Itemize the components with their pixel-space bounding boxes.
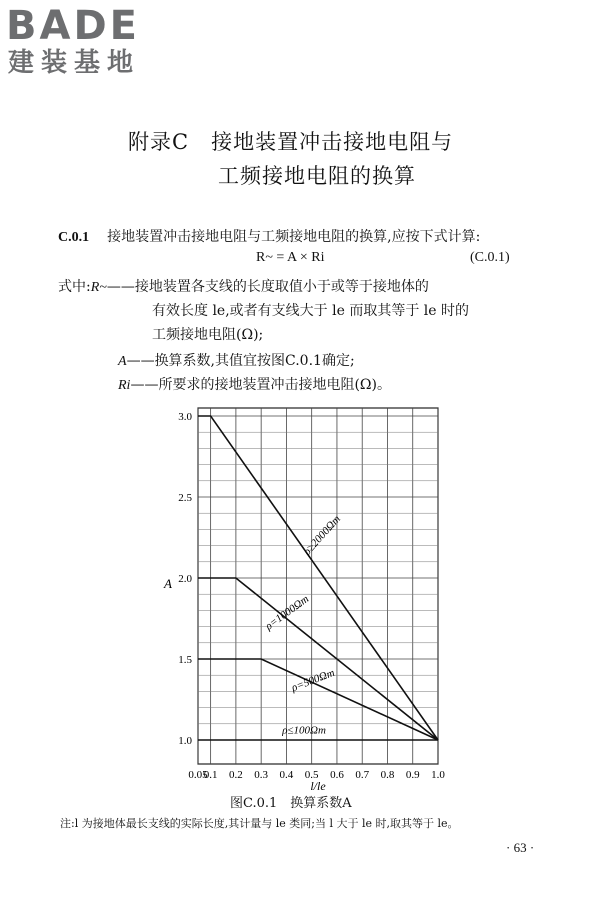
definition-r-line3: 工频接地电阻(Ω); — [152, 327, 264, 343]
x-tick-label: 0.5 — [304, 769, 319, 781]
section-text: 接地装置冲击接地电阻与工频接地电阻的换算,应按下式计算: — [107, 229, 481, 245]
x-tick-label: 0.1 — [203, 769, 218, 781]
series-label: ρ=500Ωm — [289, 666, 337, 695]
definition-r-line2: 有效长度 le,或者有支线大于 le 而取其等于 le 时的 — [152, 303, 469, 319]
x-tick-label: 0.05 — [188, 769, 208, 781]
x-tick-label: 0.9 — [405, 769, 420, 781]
symbol-ri: Ri — [118, 378, 131, 393]
series-label: ρ≤100Ωm — [282, 724, 326, 737]
x-tick-label: 0.8 — [380, 769, 395, 781]
formula-number: (C.0.1) — [470, 250, 510, 265]
y-tick-label: 2.5 — [178, 492, 192, 504]
series-label: ρ≥2000Ωm — [301, 513, 344, 558]
x-axis-label: l/le — [310, 779, 326, 793]
y-tick-label: 3.0 — [178, 411, 192, 423]
definition-ri-text: ——所要求的接地装置冲击接地电阻(Ω)。 — [130, 377, 391, 393]
definition-a-text: ——换算系数,其值宜按图C.0.1确定; — [126, 353, 355, 369]
x-tick-label: 0.6 — [330, 769, 344, 781]
section-number: C.0.1 — [58, 230, 90, 245]
logo-subtitle: 建装基地 — [8, 48, 141, 78]
y-tick-label: 1.0 — [178, 735, 192, 747]
y-tick-label: 1.5 — [178, 654, 192, 666]
formula: R~ = A × Ri — [256, 250, 325, 265]
definition-r-line1: ——接地装置各支线的长度取值小于或等于接地体的 — [106, 279, 429, 295]
x-tick-label: 1.0 — [431, 769, 445, 781]
logo-brand-text: BADE — [6, 3, 140, 49]
definitions-intro: 式中: — [58, 279, 91, 295]
figure-note: 注:l 为接地体最长支线的实际长度,其计量与 le 类同;当 l 大于 le 时,取其等于 le。 — [60, 817, 459, 830]
figure-caption: 图C.0.1 换算系数A — [230, 796, 352, 811]
symbol-a: A — [118, 354, 127, 369]
x-tick-label: 0.2 — [229, 769, 243, 781]
chart-labels — [163, 411, 445, 793]
x-tick-label: 0.7 — [355, 769, 370, 781]
x-tick-label: 0.4 — [279, 769, 294, 781]
page-number: · 63 · — [506, 840, 535, 855]
y-axis-label: A — [164, 576, 172, 591]
y-tick-label: 2.0 — [178, 573, 192, 585]
appendix-title-line1: 附录C 接地装置冲击接地电阻与 — [128, 130, 454, 154]
appendix-title-line2: 工频接地电阻的换算 — [218, 164, 416, 188]
symbol-r: R~ — [90, 280, 107, 295]
x-tick-label: 0.3 — [254, 769, 269, 781]
series-label: ρ=1000Ωm — [263, 593, 312, 633]
